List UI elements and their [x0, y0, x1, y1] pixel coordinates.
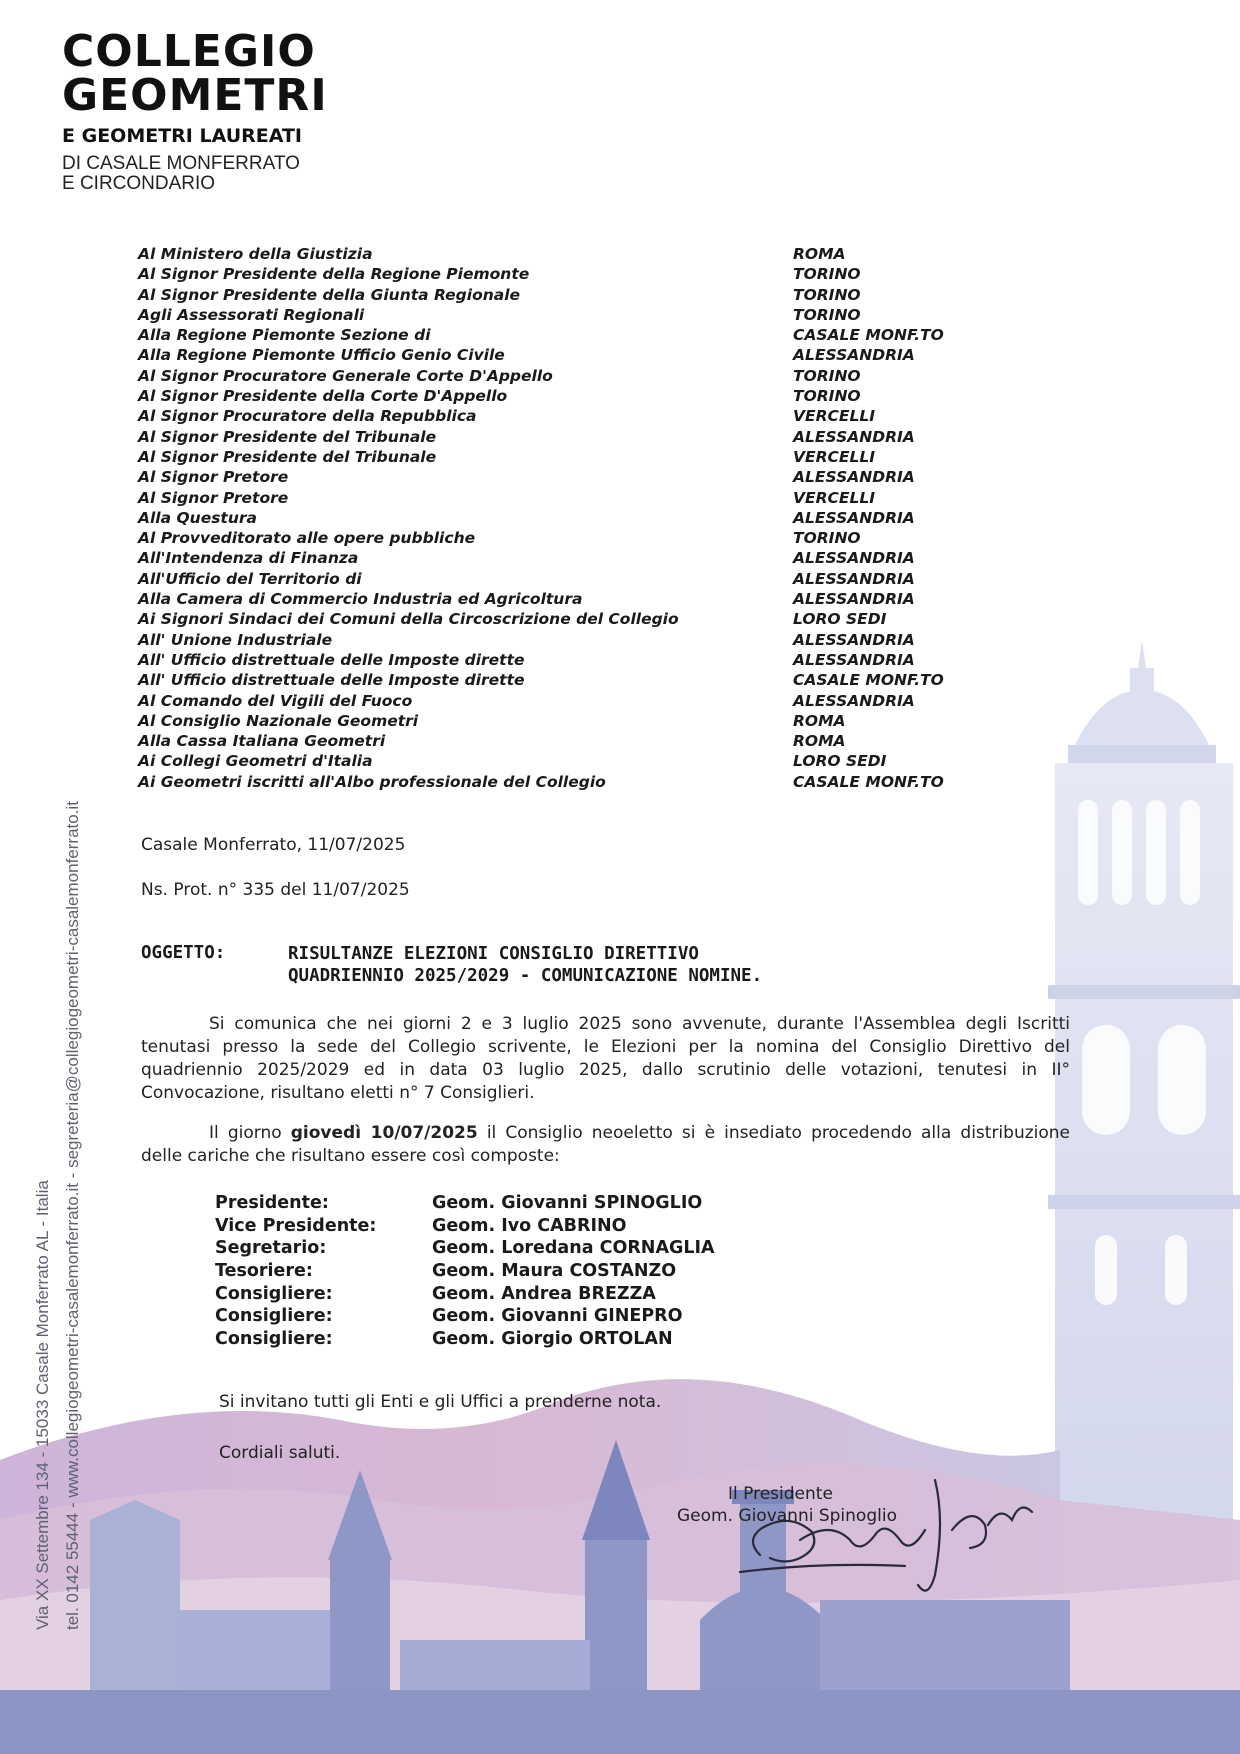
recipient-name: Al Signor Presidente del Tribunale	[138, 427, 437, 446]
meeting-date: giovedì 10/07/2025	[290, 1123, 478, 1143]
recipient-row	[138, 609, 968, 629]
letterhead-logo	[62, 26, 328, 194]
closing-greeting: Cordiali saluti.	[219, 1443, 341, 1463]
role-title: Consigliere:	[215, 1306, 333, 1327]
closing-request: Si invitano tutti gli Enti e gli Uffici a prenderne nota.	[219, 1392, 662, 1412]
role-person: Geom. Ivo CABRINO	[432, 1215, 627, 1236]
recipient-row	[138, 731, 968, 751]
recipients-list	[138, 244, 968, 792]
recipient-name: Alla Regione Piemonte Sezione di	[138, 326, 431, 345]
recipient-city: TORINO	[793, 387, 861, 406]
recipient-row	[138, 630, 968, 650]
protocol-number: Ns. Prot. n° 335 del 11/07/2025	[141, 880, 410, 900]
recipient-city: ALESSANDRIA	[793, 468, 915, 487]
recipient-name: Al Signor Pretore	[138, 488, 289, 507]
recipient-row	[138, 589, 968, 609]
role-title: Presidente:	[215, 1193, 329, 1213]
recipient-name: Alla Cassa Italiana Geometri	[138, 732, 386, 751]
recipient-row	[138, 488, 968, 508]
recipient-row	[138, 305, 968, 325]
vertical-sidebar-contacts	[28, 590, 88, 1630]
recipient-city: TORINO	[793, 305, 861, 324]
recipient-row	[138, 366, 968, 386]
recipient-city: ALESSANDRIA	[793, 549, 915, 568]
recipient-row	[138, 711, 968, 731]
recipient-city: TORINO	[793, 366, 861, 385]
role-person: Geom. Giorgio ORTOLAN	[432, 1329, 673, 1350]
recipient-city: ALESSANDRIA	[793, 508, 915, 527]
role-person: Geom. Maura COSTANZO	[432, 1261, 677, 1282]
recipient-row	[138, 670, 968, 690]
recipient-city: TORINO	[793, 529, 861, 548]
recipient-name: Al Signor Presidente della Giunta Regionale	[138, 285, 521, 304]
recipient-city: VERCELLI	[793, 407, 876, 426]
recipient-name: All' Ufficio distrettuale delle Imposte dirette	[138, 671, 525, 690]
role-title: Vice Presidente:	[215, 1215, 377, 1236]
recipient-city: ALESSANDRIA	[793, 427, 915, 446]
subject-line-1: RISULTANZE ELEZIONI CONSIGLIO DIRETTIVO	[288, 944, 699, 964]
recipient-city: ALESSANDRIA	[793, 346, 915, 365]
recipient-name: Al Signor Presidente del Tribunale	[138, 447, 437, 466]
recipient-row	[138, 447, 968, 467]
recipient-name: Agli Assessorati Regionali	[138, 305, 365, 324]
role-title: Tesoriere:	[215, 1261, 313, 1282]
signatory-title: Il Presidente	[728, 1484, 833, 1504]
recipient-city: TORINO	[793, 265, 861, 284]
signatory-name: Geom. Giovanni Spinoglio	[677, 1506, 897, 1526]
paragraph-2-prefix: Il giorno	[209, 1123, 291, 1143]
recipient-name: Al Consiglio Nazionale Geometri	[138, 711, 419, 730]
recipient-name: Al Ministero della Giustizia	[138, 245, 373, 263]
recipient-name: Al Signor Procuratore della Repubblica	[138, 407, 477, 426]
recipient-name: All'Intendenza di Finanza	[138, 549, 359, 568]
recipient-city: ALESSANDRIA	[793, 650, 915, 669]
recipient-row	[138, 406, 968, 426]
recipient-row	[138, 548, 968, 568]
role-title: Consigliere:	[215, 1283, 333, 1304]
recipient-row	[138, 569, 968, 589]
recipient-city: CASALE MONF.TO	[793, 772, 944, 791]
body-paragraph-1	[141, 1013, 1070, 1105]
recipient-row	[138, 650, 968, 670]
recipient-name: Alla Regione Piemonte Ufficio Genio Civile	[138, 346, 505, 365]
role-person: Geom. Loredana CORNAGLIA	[432, 1238, 715, 1259]
recipient-city: ALESSANDRIA	[793, 630, 915, 649]
recipient-city: ROMA	[793, 245, 846, 263]
recipient-name: Alla Camera di Commercio Industria ed Agricoltura	[138, 590, 583, 609]
role-title: Segretario:	[215, 1238, 327, 1259]
recipient-name: Al Signor Pretore	[138, 468, 289, 487]
subject-line-2: QUADRIENNIO 2025/2029 - COMUNICAZIONE NOMINE.	[288, 966, 763, 986]
logo-line-geometri: GEOMETRI	[62, 70, 328, 121]
recipient-name: All' Unione Industriale	[138, 630, 333, 649]
letter-date: Casale Monferrato, 11/07/2025	[141, 835, 406, 855]
role-person: Geom. Giovanni GINEPRO	[432, 1306, 683, 1327]
recipient-city: VERCELLI	[793, 488, 876, 507]
sidebar-contacts: tel. 0142 55444 - www.collegiogeometri-casalemonferrato.it - segreteria@collegiogeometri-casalemonferrato.it	[63, 801, 82, 1630]
recipient-name: Al Comando del Vigili del Fuoco	[138, 691, 413, 710]
paragraph-1-text: Si comunica che nei giorni 2 e 3 luglio 2025 sono avvenute, durante l'Assemblea degli Iscritti tenutasi presso la sede del Collegio scrivente, le Elezioni per la nomina del Consiglio Direttivo del quadriennio 2025/2029 ed in data 03 luglio 2025, dallo scrutinio delle votazioni, tenutesi in II° Convocazione, risultano eletti n° 7 Consiglieri.	[141, 1014, 1070, 1103]
role-person: Geom. Andrea BREZZA	[432, 1283, 656, 1304]
role-title: Consigliere:	[215, 1329, 333, 1350]
recipient-row	[138, 427, 968, 447]
recipient-row	[138, 386, 968, 406]
recipient-name: Al Provveditorato alle opere pubbliche	[138, 529, 476, 548]
recipient-city: LORO SEDI	[793, 752, 887, 771]
recipient-city: ALESSANDRIA	[793, 569, 915, 588]
recipient-row	[138, 285, 968, 305]
logo-line-collegio: COLLEGIO	[62, 26, 316, 77]
body-paragraph-2	[141, 1122, 1070, 1168]
role-person: Geom. Giovanni SPINOGLIO	[432, 1193, 703, 1213]
recipient-city: TORINO	[793, 285, 861, 304]
subject-text	[288, 943, 762, 987]
logo-line-location: DI CASALE MONFERRATO	[62, 153, 300, 174]
sidebar-address: Via XX Settembre 134 - 15033 Casale Monferrato AL - Italia	[33, 1180, 52, 1630]
recipient-name: Al Signor Procuratore Generale Corte D'Appello	[138, 366, 553, 385]
recipient-name: Al Signor Presidente della Regione Piemonte	[138, 265, 530, 284]
recipient-row	[138, 264, 968, 284]
recipient-city: CASALE MONF.TO	[793, 326, 944, 345]
recipient-name: Al Signor Presidente della Corte D'Appello	[138, 387, 508, 406]
recipient-name: All' Ufficio distrettuale delle Imposte dirette	[138, 650, 525, 669]
logo-line-circondario: E CIRCONDARIO	[62, 173, 216, 194]
recipient-row	[138, 751, 968, 771]
recipient-row	[138, 345, 968, 365]
recipient-row	[138, 244, 968, 264]
paragraph-2-suffix: il Consiglio neoeletto si è insediato procedendo alla distribuzione delle cariche che risultano essere così composte:	[141, 1123, 1071, 1166]
recipient-name: Ai Geometri iscritti all'Albo professionale del Collegio	[138, 772, 606, 791]
recipient-city: ALESSANDRIA	[793, 691, 915, 710]
recipient-row	[138, 691, 968, 711]
logo-line-laureati: E GEOMETRI LAUREATI	[62, 125, 303, 147]
recipient-city: ALESSANDRIA	[793, 590, 915, 609]
recipient-name: Ai Collegi Geometri d'Italia	[138, 752, 373, 771]
recipient-row	[138, 528, 968, 548]
recipient-city: VERCELLI	[793, 447, 876, 466]
recipient-city: CASALE MONF.TO	[793, 671, 944, 690]
recipient-row	[138, 508, 968, 528]
recipient-row	[138, 467, 968, 487]
recipient-name: Ai Signori Sindaci dei Comuni della Circoscrizione del Collegio	[138, 610, 679, 629]
recipient-city: ROMA	[793, 711, 846, 730]
recipient-name: All'Ufficio del Territorio di	[138, 569, 362, 588]
subject-label: OGGETTO:	[141, 943, 226, 963]
recipient-name: Alla Questura	[138, 508, 257, 527]
recipient-city: ROMA	[793, 732, 846, 751]
recipient-city: LORO SEDI	[793, 610, 887, 629]
recipient-row	[138, 325, 968, 345]
recipient-row	[138, 772, 968, 792]
